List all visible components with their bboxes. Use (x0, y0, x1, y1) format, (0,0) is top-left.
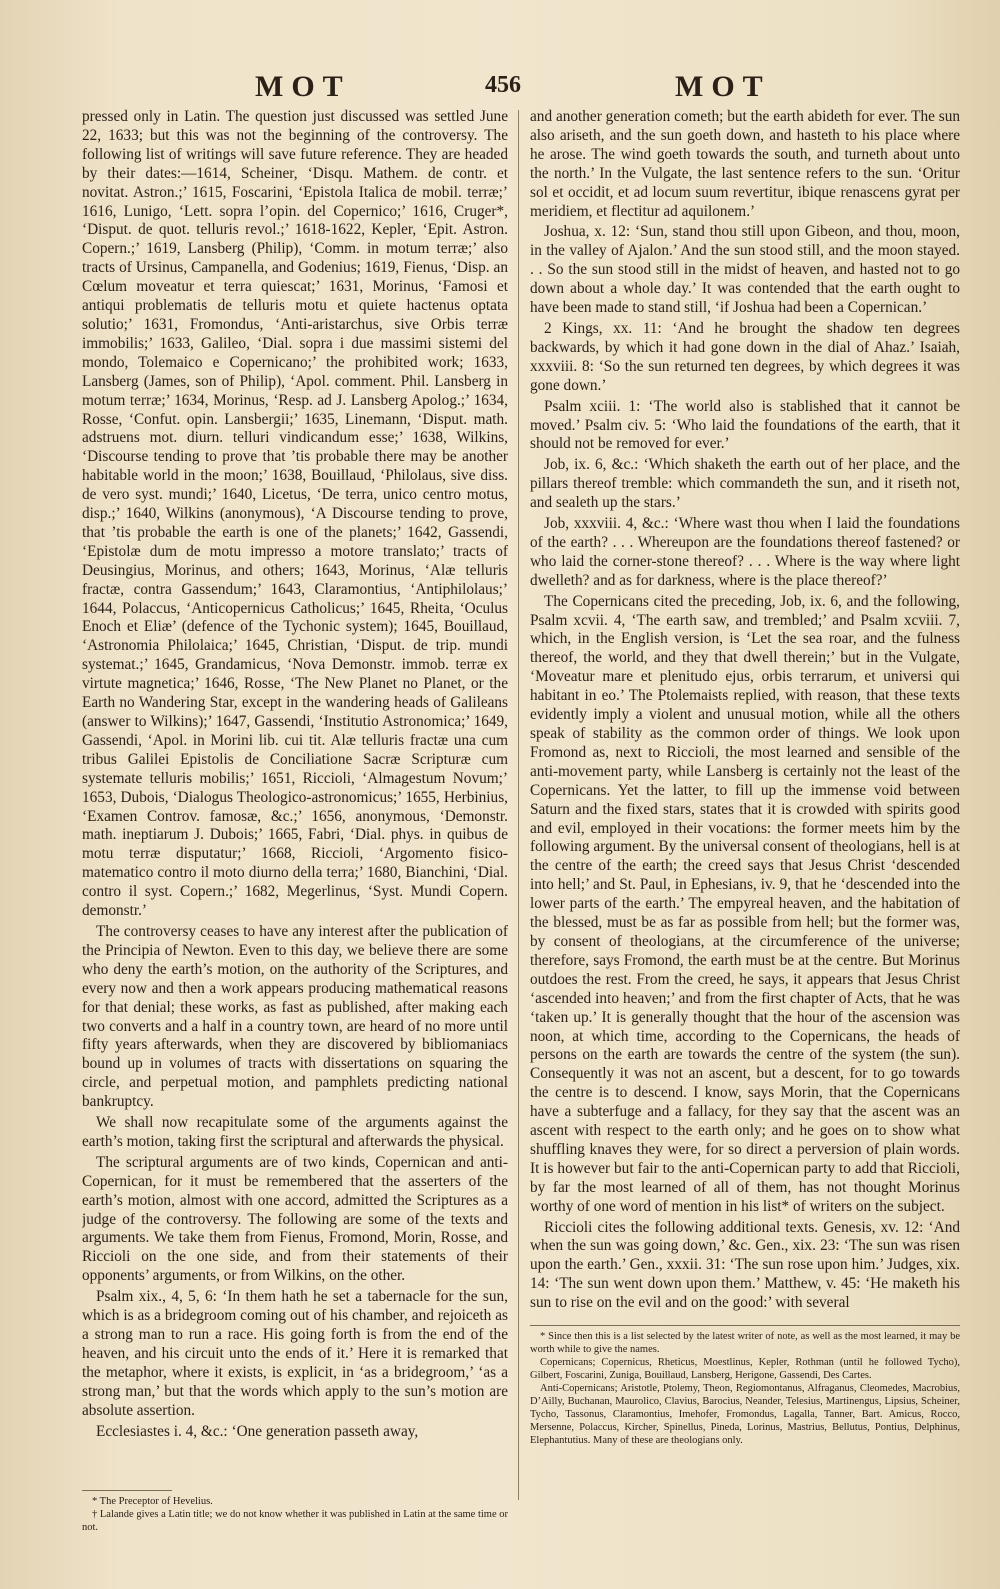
paragraph: Psalm xix., 4, 5, 6: ‘In them hath he set a tabernacle for the sun, which is as a bridegroom coming out of his chamber, and rejoiceth as a strong man to run a race. His going forth is from the end of the heaven, and his circuit unto the ends of it.’ Here it is remarked that the metaphor, where it exists, is explicit, in ‘as a bridegroom,’ ‘as a strong man,’ but that the words which apply to the sun’s motion are absolute assertion. (82, 1288, 508, 1419)
paragraph: The controversy ceases to have any interest after the publication of the Principia of Newton. Even to this day, we believe there are some who deny the earth’s motion, on the authority of the Scriptures, and every now and then a work appears producing mathematical reasons for that denial; these works, as fast as published, after making each two converts and a half in a country town, are heard of no more until fifty years afterwards, when they are discovered by bibliomaniacs bound up in volumes of tracts with dissertations on squaring the circle, and perpetual motion, and pamphlets predicting national bankruptcy. (82, 922, 508, 1111)
footnote: * Since then this is a list selected by the latest writer of note, as well as the most learned, it may be worth while to give the names. (530, 1331, 960, 1355)
header-left-word: MOT (255, 70, 351, 103)
footnotes-right (530, 1330, 960, 1480)
footnote: Copernicans; Copernicus, Rheticus, Moestlinus, Kepler, Rothman (until he followed Tycho), Gilbert, Foscarini, Zuniga, Bouillaud, Lansberg, Herigone, Gassendi, Des Cartes. (530, 1357, 960, 1381)
paragraph: The scriptural arguments are of two kinds, Copernican and anti-Copernican, for it must be remembered that the asserters of the earth’s motion, almost with one accord, admitted the Scriptures as a judge of the controversy. The following are some of the texts and arguments. We take them from Fienus, Fromond, Morin, Rosse, and Riccioli on the one side, and from their statements of their opponents’ arguments, or from Wilkins, on the other. (82, 1153, 508, 1285)
paragraph: Job, xxxviii. 4, &c.: ‘Where wast thou when I laid the foundations of the earth? . . . Whereupon are the foundations thereof fastened? or who laid the corner-stone thereof? . . . Where is the way where light dwelleth? and as for darkness, where is the place thereof?’ (530, 515, 960, 589)
paragraph: The Copernicans cited the preceding, Job, ix. 6, and the following, Psalm xcvii. 4, ‘The earth saw, and trembled;’ and Psalm xcviii. 7, which, in the English version, is ‘Let the sea roar, and the fulness thereof, the world, and they that dwell therein;’ but in the Vulgate, ‘Moveatur mare et plenitudo ejus, orbis terrarum, et universi qui habitant in eo.’ The Ptolemaists replied, with reason, that these texts evidently imply a violent and unusual motion, while all the others speak of stability as the common order of things. We look upon Fromond as, next to Riccioli, the most learned and sensible of the anti-movement party, while Lansberg is certainly not the least of the Copernicans. Yet the latter, to fill up the immense void between Saturn and the fixed stars, states that it is crowded with spirits good and evil, employed in their vocations: the former meets him by the following argument. By the universal consent of theologians, hell is at the centre of the earth; the creed says that Jesus Christ ‘descended into hell;’ and St. Paul, in Ephesians, iv. 9, that he ‘descended into the lower parts of the earth.’ The empyreal heaven, and the habitation of the blessed, must be as far as possible from hell; but the former was, by consent of theologians, at the circumference of the universe; therefore, says Fromond, the earth must be at the centre. But Morinus outdoes the rest. From the creed, he says, it appears that Jesus Christ ‘ascended into heaven;’ and from the first chapter of Acts, that he was ‘taken up.’ It is generally thought that the hour of the ascension was noon, at which time, according to the Copernicans, the heads of persons on the earth are towards the centre of the system (the sun). Consequently it was not an ascent, but a descent, for to go towards the centre is to descend. I know, says Morin, that the Copernicans have a subterfuge and a fallacy, for they say that the ascent was an ascent with respect to the earth only; and he goes on to show what shuffling knaves they were, for so direct a perversion of plain words. It is however but fair to the anti-Copernican party to add that Riccioli, by far the most learned of all of them, has not thought Morinus worthy of one word of mention in his list* of writers on the subject. (530, 592, 960, 1215)
footnote-rule-right (530, 1325, 960, 1326)
paragraph: We shall now recapitulate some of the arguments against the earth’s motion, taking first the scriptural and afterwards the physical. (82, 1114, 508, 1150)
paragraph: pressed only in Latin. The question just discussed was settled June 22, 1633; but this was not the beginning of the controversy. The following list of writings will save future reference. They are headed by their dates:—1614, Scheiner, ‘Disqu. Mathem. de contr. et novitat. Astron.;’ 1615, Foscarini, ‘Epistola Italica de mobil. terræ;’ 1616, Lunigo, ‘Lett. sopra l’opin. del Copernico;’ 1616, Cruger*, ‘Disput. de quot. telluris revol.;’ 1618-1622, Kepler, ‘Epit. Astron. Copern.;’ 1619, Lansberg (Philip), ‘Comm. in motum terræ;’ also tracts of Ursinus, Campanella, and Godenius; 1619, Fienus, ‘Disp. an Cœlum moveatur et terra quiescat;’ 1631, Morinus, ‘Famosi et antiqui problematis de telluris motu et quiete hactenus optata solutio;’ 1631, Fromondus, ‘Anti-aristarchus, sive Orbis terræ immobilis;’ 1633, Galileo, ‘Dial. sopra i due massimi sistemi del mondo, Tolemaico e Copernicano;’ the prohibited work; 1633, Lansberg (James, son of Philip), ‘Apol. comment. Phil. Lansberg in motum terræ;’ 1634, Morinus, ‘Resp. ad J. Lansberg Apolog.;’ 1634, Rosse, ‘Confut. opin. Lansbergii;’ 1635, Linemann, ‘Disput. math. adstruens mot. diurn. telluri vindicandum esse;’ 1638, Wilkins, ‘Discourse tending to prove that ’tis probable there may be another habitable world in the moon;’ 1638, Bouillaud, ‘Philolaus, sive diss. de vero syst. mundi;’ 1640, Licetus, ‘De terra, unico centro motus, disp.;’ 1640, Wilkins (anonymous), ‘A Discourse tending to prove, that ’tis probable the earth is one of the planets;’ 1642, Gassendi, ‘Epistolæ dum de motu impresso a motore translato;’ tracts of Deusingius, Morinus, and others; 1643, Morinus, ‘Alæ telluris fractæ, contra Gassendum;’ 1643, Claramontius, ‘Antiphilolaus;’ 1644, Polaccus, ‘Anticopernicus Catholicus;’ 1645, Rheita, ‘Oculus Enoch et Eliæ’ (defence of the Tychonic system); 1645, Bouillaud, ‘Astronomia Philolaica;’ 1645, Christian, ‘Disput. de trip. mundi systemat.;’ 1645, Grandamicus, ‘Nova Demonstr. immob. terræ ex virtute magnetica;’ 1646, Rosse, ‘The New Planet no Planet, or the Earth no Wandering Star, except in the wandering heads of Galileans (answer to Wilkins);’ 1647, Gassendi, ‘Institutio Astronomica;’ 1649, Gassendi, ‘Apol. in Morini lib. cui tit. Alæ telluris fractæ una cum tribus Galilei Epistolis de Conciliatione Sacræ Scripturæ cum systemate telluris mobilis;’ 1651, Riccioli, ‘Almagestum Novum;’ 1653, Dubois, ‘Dialogus Theologico-astronomicus;’ 1655, Herbinius, ‘Examen Controv. famosæ, &c.;’ 1656, anonymous, ‘Demonstr. math. ineptiarum J. Dubois;’ 1665, Fabri, ‘Dial. phys. in quibus de motu terræ disputatur;’ 1668, Riccioli, ‘Argomento fisico-matematico contro il moto diurno della terra;’ 1680, Bianchini, ‘Dial. contro il syst. Copern.;’ 1682, Megerlinus, ‘Syst. Mundi Copern. demonstr.’ (82, 108, 508, 920)
paragraph: Ecclesiastes i. 4, &c.: ‘One generation passeth away, (96, 1422, 419, 1440)
column-divider (518, 110, 519, 1500)
footnote: * The Preceptor of Hevelius. (92, 1496, 213, 1507)
page-number: 456 (485, 72, 521, 98)
footnote-rule-left (82, 1490, 172, 1491)
left-column (82, 108, 508, 1478)
running-header (0, 70, 1000, 110)
paragraph: and another generation cometh; but the earth abideth for ever. The sun also ariseth, and the sun goeth down, and hasteth to his place where he arose. The wind goeth towards the south, and turneth about unto the north.’ In the Vulgate, the last sentence refers to the sun. ‘Oritur sol et occidit, et ad locum suum revertitur, ibique renascens gyrat per meridiem, et flectitur ad aquilonem.’ (530, 108, 960, 220)
paragraph: Riccioli cites the following additional texts. Genesis, xv. 12: ‘And when the sun was going down,’ &c. Gen., xix. 23: ‘The sun was risen upon the earth.’ Gen., xxxii. 31: ‘The sun rose upon him.’ Judges, xix. 14: ‘The sun went down upon them.’ Matthew, v. 45: ‘He maketh his sun to rise on the evil and on the good:’ with several (530, 1218, 960, 1312)
paragraph: Job, ix. 6, &c.: ‘Which shaketh the earth out of her place, and the pillars thereof tremble: which commandeth the sun, and it riseth not, and sealeth up the stars.’ (530, 456, 960, 512)
header-right-word: MOT (675, 70, 771, 103)
footnote: Anti-Copernicans; Aristotle, Ptolemy, Theon, Regiomontanus, Alfraganus, Cleomedes, Macrobius, D’Ailly, Buchanan, Maurolico, Clavius, Barocius, Neander, Telesius, Martinengus, Lipsius, Scheiner, Tycho, Tassonus, Claramontius, Imehofer, Fromondus, Lagalla, Tanner, Bart. Amicus, Rocco, Mersenne, Polaccus, Kircher, Spinellus, Pineda, Lorinus, Mastrius, Bellutus, Pontius, Delphinus, Elephantutius. Many of these are theologians only. (530, 1383, 960, 1446)
right-column (530, 108, 960, 1493)
footnotes-left (82, 1495, 508, 1534)
paragraph: Psalm xciii. 1: ‘The world also is stablished that it cannot be moved.’ Psalm civ. 5: ‘Who laid the foundations of the earth, that it should not be removed for ever.’ (530, 397, 960, 453)
footnote: † Lalande gives a Latin title; we do not know whether it was published in Latin at the same time or not. (82, 1509, 508, 1533)
paragraph: Joshua, x. 12: ‘Sun, stand thou still upon Gibeon, and thou, moon, in the valley of Ajalon.’ And the sun stood still, and the moon stayed. . . So the sun stood still in the midst of heaven, and hasted not to go down about a whole day.’ It was contended that the earth ought to have been made to stand still, ‘if Joshua had been a Copernican.’ (530, 223, 960, 317)
paragraph: 2 Kings, xx. 11: ‘And he brought the shadow ten degrees backwards, by which it had gone down in the dial of Ahaz.’ Isaiah, xxxviii. 8: ‘So the sun returned ten degrees, by which degrees it was gone down.’ (530, 319, 960, 394)
